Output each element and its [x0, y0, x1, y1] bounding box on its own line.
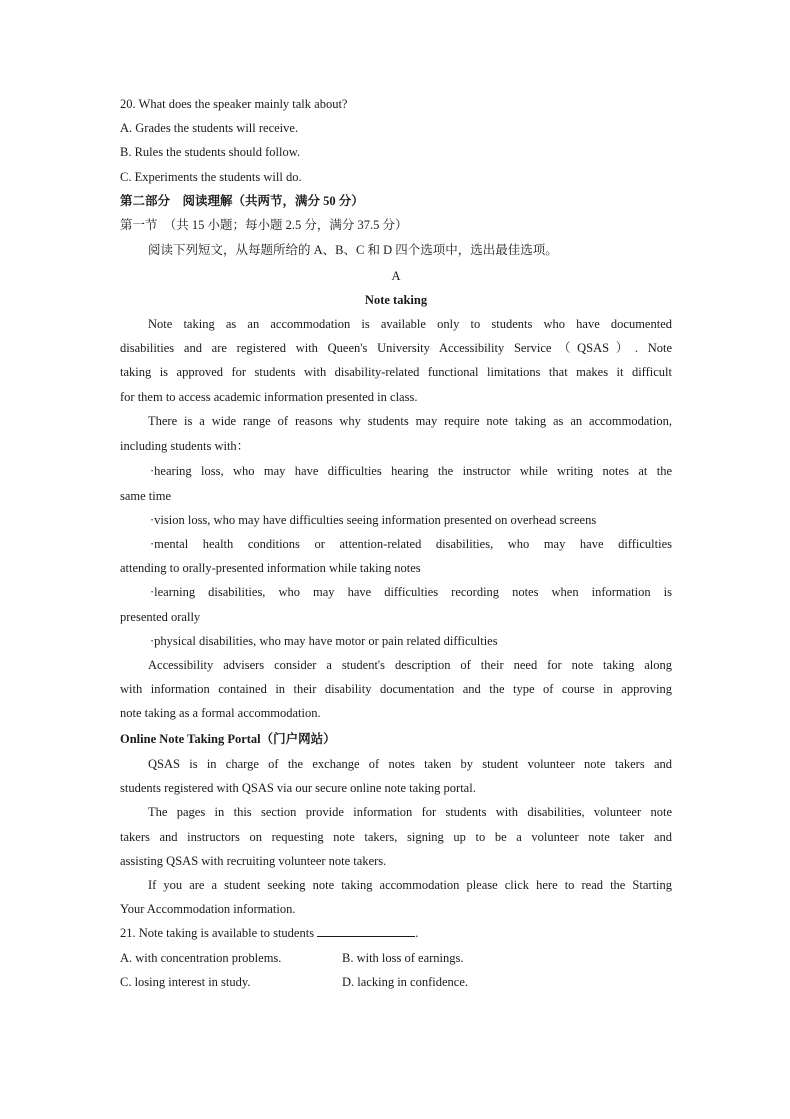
paragraph-5: The pages in this section provide information for students with disabilities, volunteer note takers and instructors on requesting note takers, signing up to be a volunteer note taker and assisting QSAS with recruiting volunteer note takers. [120, 805, 672, 868]
q21-option-c: C. losing interest in study. [120, 974, 251, 989]
q20-option-c: C. Experiments the students will do. [120, 169, 302, 184]
paragraph-3: Accessibility advisers consider a student's description of their need for note taking along with information contained in their disability documentation and the type of course in approving note taking as a formal accommodation. [120, 657, 672, 721]
bullet-mental-health: ·mental health conditions or attention-related disabilities, who may have difficulties attending to orally-presented information while taking notes [120, 537, 672, 576]
section1-heading: 第一节 （共 15 小题；每小题 2.5 分，满分 37.5 分） [120, 217, 408, 232]
bullet-hearing-loss: ·hearing loss, who may have difficulties hearing the instructor while writing notes at the same time [120, 464, 672, 503]
document-page [120, 92, 672, 994]
paragraph-1: Note taking as an accommodation is available only to students who have documented disabilities and are registered with Queen's University Accessibility Service（QSAS）. Note taking is approved for students with disability-related functional limitations that makes it difficult for them to access academic information presented in class. [120, 317, 672, 404]
q20-option-b: B. Rules the students should follow. [120, 145, 301, 160]
bullet-learning-disabilities: ·learning disabilities, who may have difficulties recording notes when information is presented orally [120, 585, 672, 624]
q20-option-a: A. Grades the students will receive. [120, 121, 299, 136]
question-21: 21. Note taking is available to students . [120, 921, 672, 945]
q21-option-b: B. with loss of earnings. [342, 950, 464, 965]
paragraph-4: QSAS is in charge of the exchange of notes taken by student volunteer note takers and students registered with QSAS via our secure online note taking portal. [120, 757, 672, 796]
answer-blank [317, 922, 415, 937]
reading-instruction: 阅读下列短文，从每题所给的 A、B、C 和 D 四个选项中，选出最佳选项。 [148, 243, 558, 258]
paragraph-6: If you are a student seeking note taking accommodation please click here to read the Starting Your Accommodation information. [120, 877, 672, 917]
bullet-physical-disabilities: ·physical disabilities, who may have motor or pain related difficulties [150, 633, 498, 648]
passage-title: Note taking [364, 292, 428, 307]
q21-options-row-1 [120, 946, 672, 970]
q21-option-d: D. lacking in confidence. [342, 974, 468, 989]
q21-option-a: A. with concentration problems. [120, 950, 282, 965]
bullet-vision-loss: ·vision loss, who may have difficulties seeing information presented on overhead screens [150, 512, 597, 527]
q21-options-row-2 [120, 970, 672, 994]
question-20: 20. What does the speaker mainly talk about? [120, 97, 348, 111]
portal-subheading: Online Note Taking Portal（门户网站） [120, 731, 336, 746]
paragraph-2: There is a wide range of reasons why students may require note taking as an accommodation, including students with： [120, 413, 672, 453]
passage-label: A [391, 268, 401, 283]
question-21-text: 21. Note taking is available to students [120, 926, 315, 941]
part2-heading: 第二部分 阅读理解（共两节，满分 50 分） [120, 193, 364, 208]
